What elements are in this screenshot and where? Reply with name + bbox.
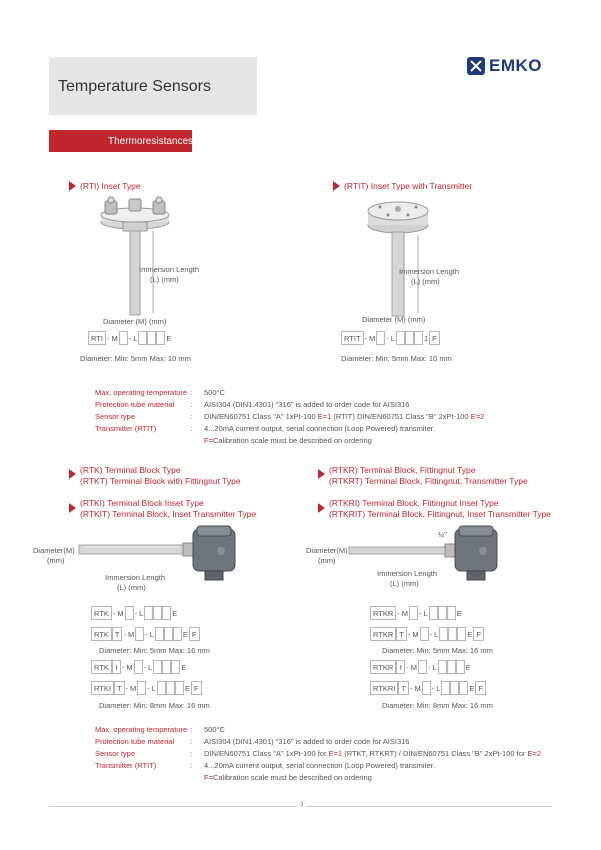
spec-key: Protection tube material [95, 400, 175, 409]
code-blank [457, 627, 466, 641]
code-cell: T [398, 681, 409, 695]
code-cell: T [112, 627, 123, 641]
page-title: Temperature Sensors [58, 78, 211, 95]
code-cell: M [130, 683, 137, 693]
section-title-rtk: (RTK) Terminal Block Type [80, 465, 181, 475]
code-blank [405, 331, 414, 345]
code-blank [447, 606, 456, 620]
code-blank [144, 606, 153, 620]
section-title-rtkt: (RTKT) Terminal Block with Fittingnut Type [80, 476, 241, 486]
section-title-rtkrt: (RTKRT) Terminal Block, Fittingnut, Transmitter Type [329, 476, 528, 486]
code-sep: - [134, 608, 138, 618]
brand-name: EMKO [489, 56, 542, 75]
code-sep: - [419, 608, 422, 618]
code-cell: RTIT [341, 331, 364, 345]
diameter-label: Diameter (M) (mm) [362, 315, 426, 324]
code-cell: I [396, 660, 405, 674]
bullet-arrow-icon [69, 181, 76, 191]
code-cell: L [149, 629, 154, 639]
code-blank [155, 627, 164, 641]
code-cell: RTKI [91, 681, 114, 695]
code-cell: E [184, 683, 190, 693]
code-sep: - [112, 608, 116, 618]
bullet-arrow-icon [333, 181, 340, 191]
code-cell: M [117, 608, 124, 618]
order-code-rtki [91, 660, 187, 674]
code-cell: F [473, 627, 484, 641]
code-blank [396, 331, 405, 345]
spec-value: 4...20mA current output, serial connection (Loop Powered) transmiter. [204, 424, 435, 433]
spec-value: F=Calibration scale must be described on ordering [204, 773, 372, 782]
code-blank [157, 681, 166, 695]
code-cell: RTK [91, 660, 112, 674]
spec-row [95, 423, 484, 435]
code-sep: - [143, 662, 147, 672]
code-blank [153, 606, 162, 620]
code-blank [153, 660, 162, 674]
diameter-label: Diameter (M) (mm) [103, 317, 167, 326]
code-sep: - [147, 683, 150, 693]
code-blank [175, 681, 184, 695]
bullet-arrow-icon [69, 503, 76, 513]
spec-value: 4...20mA current output, serial connection (Loop Powered) transmiter. [204, 761, 435, 770]
code-cell: E [182, 629, 188, 639]
spec-key: Transmitter (RTIT) [95, 761, 157, 770]
code-cell: M [369, 333, 376, 343]
spec-colon: : [190, 725, 193, 734]
code-blank [414, 331, 423, 345]
spec-colon: : [190, 761, 193, 770]
code-sep: - [364, 333, 368, 343]
code-cell: F [191, 681, 202, 695]
spec-row [95, 411, 484, 423]
section-title-rtkit: (RTKIT) Terminal Block, Inset Transmitter Type [80, 509, 257, 519]
code-cell: E [456, 608, 462, 618]
spec-colon: : [190, 749, 193, 758]
spec-row [95, 399, 484, 411]
immersion-length-label: Immersion Length [377, 569, 438, 578]
spec-key: Max. operating temperature [95, 725, 188, 734]
code-sep: - [386, 333, 389, 343]
spec-row [95, 748, 541, 760]
code-cell: E [465, 662, 471, 672]
code-blank [147, 331, 156, 345]
code-blank [137, 681, 146, 695]
spec-value: F=Calibration scale must be described on ordering [204, 436, 372, 445]
spec-colon: : [190, 737, 193, 746]
diameter-note: Diameter: Min: 5mm Max: 16 mm [99, 646, 210, 655]
section-title-rtki: (RTKI) Terminal Block Inset Type [80, 498, 204, 508]
immersion-length-unit: (L) (mm) [390, 579, 419, 588]
spec-key: Transmitter (RTIT) [95, 424, 157, 433]
page-number: 3 [297, 802, 306, 808]
spec-row [95, 387, 484, 399]
code-cell: E [172, 608, 178, 618]
thread-label: ½" [438, 530, 447, 539]
code-sep: - [431, 683, 435, 693]
order-code-rtkt [91, 627, 200, 641]
order-code-rtit [341, 331, 440, 345]
code-cell: M [410, 662, 418, 672]
brand-logo [466, 55, 542, 77]
order-code-rtkri [370, 660, 472, 674]
code-cell: E [166, 333, 172, 343]
code-cell: F [189, 627, 200, 641]
code-sep: - [123, 629, 126, 639]
code-sep: - [406, 662, 409, 672]
immersion-length-unit: (L) (mm) [150, 275, 179, 284]
code-cell: T [396, 627, 407, 641]
spec-value: AISI304 (DIN1.4301) "316" is added to order code for AISI316 [204, 737, 410, 746]
code-cell: L [436, 683, 441, 693]
code-blank [162, 606, 171, 620]
order-code-rtkrt [370, 627, 484, 641]
immersion-length-label: Immersion Length [105, 573, 166, 582]
spec-colon: : [190, 424, 193, 433]
bullet-arrow-icon [318, 469, 325, 479]
code-cell: RTK [91, 606, 112, 620]
code-cell: RTKR [370, 606, 396, 620]
code-blank [162, 660, 171, 674]
spec-value: 500°C [204, 388, 225, 397]
code-blank [439, 627, 448, 641]
code-cell: M [412, 629, 419, 639]
code-blank [156, 331, 165, 345]
code-cell: RTKR [370, 660, 396, 674]
code-cell: L [423, 608, 428, 618]
code-cell: F [475, 681, 486, 695]
diameter-note: Diameter: Min: 5mm Max: 10 mm [341, 354, 452, 363]
code-sep: - [429, 629, 433, 639]
code-cell: I [112, 660, 121, 674]
code-cell: M [111, 333, 118, 343]
code-cell: M [401, 608, 409, 618]
diameter-note: Diameter: Min: 5mm Max: 16 mm [382, 646, 493, 655]
diameter-note: Diameter: Min: 5mm Max: 10 mm [80, 354, 191, 363]
spec-row [95, 760, 541, 772]
code-blank [429, 606, 438, 620]
spec-colon: : [190, 388, 193, 397]
specs-table-2 [95, 724, 541, 784]
code-cell: M [127, 629, 135, 639]
rtit-sensor-image [358, 195, 438, 320]
code-cell: L [390, 333, 395, 343]
spec-colon: : [190, 400, 193, 409]
code-sep: - [407, 629, 411, 639]
code-blank [459, 681, 468, 695]
code-blank [166, 681, 175, 695]
spec-value: DIN/EN60751 Class "A" 1xPt-100 for E=1 (RTKT, RTKRT) / DIN/EN60751 Class "B" 2xPt-100 for E=2 [204, 749, 542, 758]
code-cell: E [467, 629, 473, 639]
code-cell: L [434, 629, 439, 639]
specs-table-1 [95, 387, 484, 447]
code-cell: L [432, 662, 437, 672]
spec-row [95, 724, 541, 736]
diameter-note: Diameter: Min: 8mm Max: 16 mm [99, 701, 210, 710]
code-blank [450, 681, 459, 695]
spec-row [95, 772, 541, 784]
code-cell: RTKRI [370, 681, 398, 695]
code-blank [134, 660, 143, 674]
code-blank [438, 606, 447, 620]
rti-sensor-image [95, 195, 175, 320]
order-code-rti [88, 331, 172, 345]
code-blank [447, 660, 456, 674]
code-sep: - [106, 333, 110, 343]
code-sep: - [145, 629, 148, 639]
code-cell: E [469, 683, 475, 693]
diameter-unit: (mm) [47, 556, 65, 565]
code-blank [138, 331, 147, 345]
code-blank [418, 660, 427, 674]
code-cell: RTKR [370, 627, 396, 641]
code-blank [438, 660, 447, 674]
spec-value: DIN/EN60751 Class "A" 1xPt-100 E=1 (RTIT) DIN/EN60751 Class "B" 2xPt-100 E=2 [204, 412, 485, 421]
code-cell: T [114, 681, 125, 695]
immersion-length-label: Immersion Length [139, 265, 200, 274]
code-blank [135, 627, 144, 641]
bullet-arrow-icon [318, 503, 325, 513]
spec-value: 500°C [204, 725, 225, 734]
spec-value: AISI304 (DIN1.4301) "316" is added to order code for AISI316 [204, 400, 410, 409]
code-sep: - [121, 662, 125, 672]
code-blank [409, 606, 418, 620]
spec-key: Sensor type [95, 749, 136, 758]
code-sep: - [125, 683, 129, 693]
diameter-unit: (mm) [318, 556, 336, 565]
section-title-rtkr: (RTKR) Terminal Block, Fittingnut Type [329, 465, 476, 475]
code-blank [420, 627, 429, 641]
code-cell: E [181, 662, 187, 672]
code-blank [456, 660, 465, 674]
code-blank [376, 331, 385, 345]
spec-key: Sensor type [95, 412, 136, 421]
code-cell: M [414, 683, 421, 693]
order-code-rtkit [91, 681, 202, 695]
code-sep: - [128, 333, 132, 343]
code-blank [441, 681, 450, 695]
section-subtitle: Thermoresistances [108, 136, 194, 147]
spec-key: Protection tube material [95, 737, 175, 746]
spec-row [95, 736, 541, 748]
diameter-note: Diameter: Min: 8mm Max: 16 mm [382, 701, 493, 710]
code-cell: L [139, 608, 144, 618]
code-blank [422, 681, 431, 695]
code-blank [173, 627, 182, 641]
code-cell: L [151, 683, 156, 693]
immersion-length-label: Immersion Length [399, 267, 460, 276]
code-cell: RTK [91, 627, 112, 641]
spec-row [95, 435, 484, 447]
spec-colon: : [190, 412, 193, 421]
code-blank [125, 606, 134, 620]
immersion-length-unit: (L) (mm) [411, 277, 440, 286]
code-sep: - [428, 662, 431, 672]
order-code-rtk [91, 606, 178, 620]
bullet-arrow-icon [69, 469, 76, 479]
code-cell: 1 [423, 333, 429, 343]
code-cell: M [126, 662, 133, 672]
diameter-label: Diameter(M) [306, 546, 348, 555]
code-sep: - [409, 683, 413, 693]
code-blank [448, 627, 457, 641]
code-cell: F [429, 331, 440, 345]
code-cell: RTI [88, 331, 106, 345]
order-code-rtkrit [370, 681, 486, 695]
immersion-length-unit: (L) (mm) [117, 583, 146, 592]
code-blank [119, 331, 128, 345]
code-sep: - [397, 608, 400, 618]
code-blank [164, 627, 173, 641]
diameter-label: Diameter(M) [33, 546, 75, 555]
section-title-rtit: (RTIT) Inset Type with Transmitter [344, 181, 473, 191]
emko-logo-icon [466, 56, 486, 76]
section-title-rtkri: (RTKRI) Terminal Block, Fittingnut Inset Type [329, 498, 499, 508]
spec-key: Max. operating temperature [95, 388, 188, 397]
code-blank [171, 660, 180, 674]
section-title-rtkrit: (RTKRIT) Terminal Block, Fittingnut, Inset Transmitter Type [329, 509, 552, 519]
code-cell: L [133, 333, 138, 343]
code-cell: L [148, 662, 153, 672]
order-code-rtkr [370, 606, 463, 620]
section-title-rti: (RTI) Inset Type [80, 181, 141, 191]
